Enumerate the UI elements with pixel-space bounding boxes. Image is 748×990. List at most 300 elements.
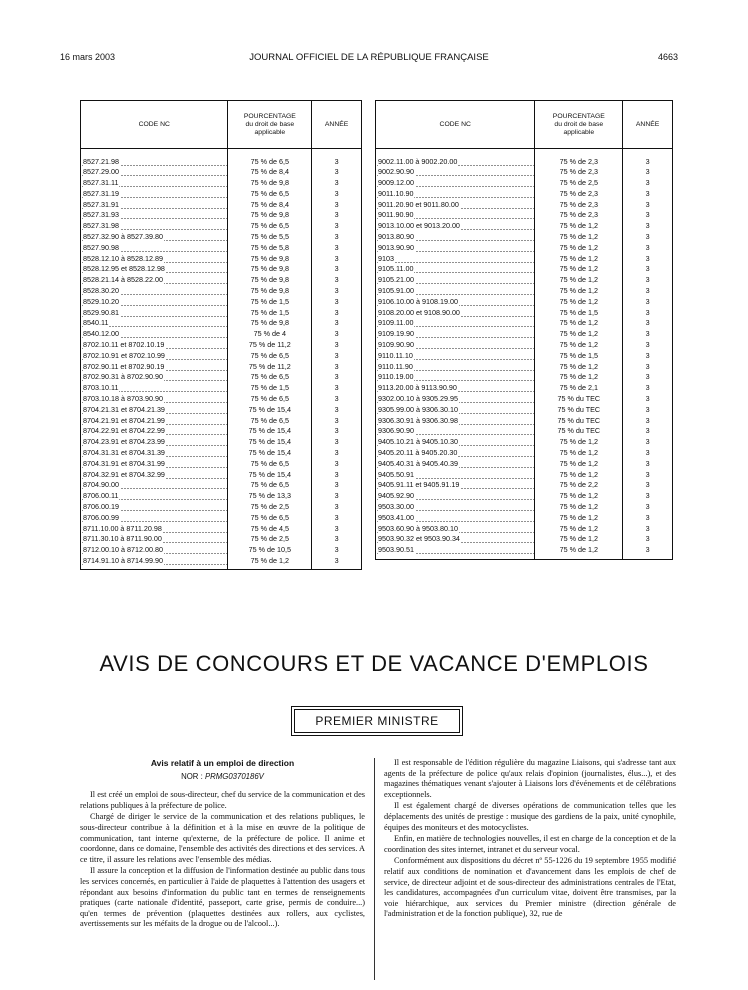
cell-year: 3 [623, 513, 673, 524]
cell-year: 3 [312, 480, 362, 491]
cell-year: 3 [312, 556, 362, 570]
cell-code [81, 210, 228, 221]
cell-year: 3 [312, 210, 362, 221]
code-value: 8712.00.10 à 8712.00.80 [83, 545, 163, 555]
cell-year: 3 [312, 318, 362, 329]
cell-code [81, 200, 228, 211]
cell-code [81, 437, 228, 448]
cell-year: 3 [623, 545, 673, 559]
code-value: 9011.10.90 [378, 188, 414, 198]
table-row [376, 448, 673, 459]
code-value: 9305.99.00 à 9306.30.10 [378, 404, 458, 414]
code-value: 8527.21.98 [83, 156, 119, 166]
table-row [376, 178, 673, 189]
cell-code [376, 545, 535, 559]
cell-percentage: 75 % de 11,2 [228, 340, 312, 351]
table-row [376, 534, 673, 545]
table-row [81, 243, 362, 254]
table-row [81, 318, 362, 329]
cell-percentage: 75 % de 1,2 [535, 221, 623, 232]
article-title: Avis relatif à un emploi de direction [150, 758, 295, 768]
code-value: 8704.21.31 et 8704.21.39 [83, 404, 165, 414]
cell-year: 3 [623, 297, 673, 308]
cell-percentage: 75 % de 1,5 [535, 351, 623, 362]
code-value: 9405.40.31 à 9405.40.39 [378, 458, 458, 468]
table-spacer-row [81, 149, 362, 157]
code-value: 8706.00.99 [83, 512, 119, 522]
cell-code [81, 157, 228, 168]
column-header-code: CODE NC [81, 101, 228, 149]
cell-percentage: 75 % de 4 [228, 329, 312, 340]
code-value: 8706.00.11 [83, 491, 119, 501]
cell-year: 3 [623, 318, 673, 329]
cell-code [81, 513, 228, 524]
cell-code [81, 362, 228, 373]
code-value: 8711.30.10 à 8711.90.00 [83, 534, 162, 544]
table-row [81, 329, 362, 340]
code-value: 8703.10.11 [83, 383, 119, 393]
header-date: 16 mars 2003 [60, 52, 116, 62]
cell-year: 3 [623, 480, 673, 491]
table-spacer-row [376, 149, 673, 157]
cell-percentage: 75 % de 1,2 [535, 491, 623, 502]
cell-percentage: 75 % de 10,5 [228, 545, 312, 556]
cell-code [81, 189, 228, 200]
cell-year: 3 [312, 351, 362, 362]
cell-year: 3 [312, 416, 362, 427]
column-divider [374, 758, 375, 980]
cell-year: 3 [623, 157, 673, 168]
cell-code [376, 383, 535, 394]
code-value: 9503.60.90 à 9503.80.10 [378, 523, 458, 533]
cell-percentage: 75 % de 9,8 [228, 318, 312, 329]
cell-percentage: 75 % du TEC [535, 416, 623, 427]
table-row [81, 254, 362, 265]
table-row [376, 221, 673, 232]
cell-year: 3 [623, 210, 673, 221]
cell-code [376, 308, 535, 319]
table-row [81, 534, 362, 545]
cell-year: 3 [312, 545, 362, 556]
table-row [81, 513, 362, 524]
code-value: 8527.32.90 à 8527.39.80 [83, 232, 163, 242]
code-value: 9109.11.00 [378, 318, 414, 328]
cell-year: 3 [312, 491, 362, 502]
cell-year: 3 [312, 502, 362, 513]
cell-percentage: 75 % de 1,2 [535, 545, 623, 559]
cell-year: 3 [623, 189, 673, 200]
cell-code [81, 286, 228, 297]
code-value: 9105.21.00 [378, 275, 414, 285]
cell-code [376, 502, 535, 513]
code-value: 8529.10.20 [83, 296, 119, 306]
code-value: 8702.90.11 et 8702.90.19 [83, 361, 165, 371]
code-value: 9105.91.00 [378, 286, 414, 296]
cell-year: 3 [312, 200, 362, 211]
cell-year: 3 [312, 448, 362, 459]
code-value: 9011.90.90 [378, 210, 414, 220]
cell-year: 3 [623, 470, 673, 481]
article-body-left [80, 790, 365, 930]
table-row [81, 178, 362, 189]
code-value: 9013.90.90 [378, 242, 414, 252]
code-value: 8527.31.93 [83, 210, 119, 220]
code-value: 9405.10.21 à 9405.10.30 [378, 437, 458, 447]
cell-percentage: 75 % de 6,5 [228, 480, 312, 491]
cell-code [376, 437, 535, 448]
column-header-code: CODE NC [376, 101, 535, 149]
table-row [81, 286, 362, 297]
cell-code [81, 448, 228, 459]
code-value: 9009.12.00 [378, 178, 414, 188]
cell-code [81, 480, 228, 491]
cell-percentage: 75 % de 1,5 [228, 308, 312, 319]
table-row [81, 189, 362, 200]
code-value: 9113.20.00 à 9113.90.90 [378, 383, 457, 393]
code-value: 9405.92.90 [378, 491, 414, 501]
cell-code [81, 405, 228, 416]
cell-percentage: 75 % de 2,2 [535, 480, 623, 491]
code-value: 8704.31.31 et 8704.31.39 [83, 448, 165, 458]
table-row [376, 470, 673, 481]
code-value: 8704.32.91 et 8704.32.99 [83, 469, 165, 479]
code-value: 8528.12.10 à 8528.12.89 [83, 253, 163, 263]
cell-percentage: 75 % du TEC [535, 405, 623, 416]
cell-year: 3 [312, 405, 362, 416]
cell-percentage: 75 % de 9,8 [228, 275, 312, 286]
cell-code [376, 275, 535, 286]
code-value: 9109.90.90 [378, 340, 414, 350]
table-row [81, 545, 362, 556]
column-header-year: ANNÉE [623, 101, 673, 149]
cell-code [81, 221, 228, 232]
code-value: 9109.19.90 [378, 329, 414, 339]
cell-code [81, 254, 228, 265]
cell-year: 3 [312, 232, 362, 243]
cell-percentage: 75 % de 1,5 [535, 308, 623, 319]
cell-code [376, 157, 535, 168]
code-value: 8529.90.81 [83, 307, 119, 317]
table-row [376, 275, 673, 286]
cell-percentage: 75 % de 9,8 [228, 178, 312, 189]
code-value: 8702.10.91 et 8702.10.99 [83, 350, 165, 360]
cell-code [376, 286, 535, 297]
code-value: 8702.90.31 à 8702.90.90 [83, 372, 163, 382]
table-row [376, 297, 673, 308]
table-row [81, 372, 362, 383]
tariff-table-left-body [81, 149, 362, 570]
cell-code [81, 275, 228, 286]
cell-year: 3 [312, 178, 362, 189]
code-value: 9110.11.90 [378, 361, 413, 371]
cell-code [81, 167, 228, 178]
cell-year: 3 [623, 200, 673, 211]
cell-year: 3 [312, 513, 362, 524]
nor-value: PRMG0370186V [204, 771, 264, 781]
cell-year: 3 [623, 383, 673, 394]
cell-code [81, 372, 228, 383]
cell-year: 3 [312, 340, 362, 351]
cell-percentage: 75 % de 13,3 [228, 491, 312, 502]
cell-percentage: 75 % de 6,5 [228, 189, 312, 200]
cell-year: 3 [623, 286, 673, 297]
code-value: 9103 [378, 253, 394, 263]
paragraph: Conformément aux dispositions du décret nº 55-1226 du 19 septembre 1955 modifié relatif aux conditions de nomination et d'avancement dans les emplois de chef de service, de directeur adjoint et de sous-directeur des administrations centrales de l'Etat, les candidatures, accompagnées d'un curriculum vitae, doivent être transmises, par la voie hiérarchique, aux services du Premier ministre (direction générale de l'administration et de la fonction publique), 32, rue de [384, 856, 676, 919]
table-row [376, 480, 673, 491]
cell-percentage: 75 % de 2,5 [228, 534, 312, 545]
cell-code [376, 232, 535, 243]
code-value: 9105.11.00 [378, 264, 414, 274]
cell-percentage: 75 % de 1,2 [535, 534, 623, 545]
cell-percentage: 75 % de 15,4 [228, 448, 312, 459]
cell-percentage: 75 % de 9,8 [228, 254, 312, 265]
table-row [81, 480, 362, 491]
article-column-left [80, 758, 365, 931]
cell-year: 3 [312, 243, 362, 254]
table-row [376, 167, 673, 178]
table-row [81, 491, 362, 502]
cell-percentage: 75 % de 1,2 [535, 232, 623, 243]
cell-year: 3 [312, 167, 362, 178]
cell-year: 3 [623, 351, 673, 362]
cell-code [376, 372, 535, 383]
cell-percentage: 75 % de 6,5 [228, 372, 312, 383]
cell-percentage: 75 % de 15,4 [228, 470, 312, 481]
table-row [376, 340, 673, 351]
table-row [81, 157, 362, 168]
cell-year: 3 [623, 416, 673, 427]
section-title: AVIS DE CONCOURS ET DE VACANCE D'EMPLOIS [99, 651, 649, 676]
cell-percentage: 75 % de 1,2 [535, 513, 623, 524]
code-value: 8527.31.11 [83, 178, 119, 188]
cell-code [81, 524, 228, 535]
cell-year: 3 [312, 189, 362, 200]
ministry-box [294, 709, 460, 733]
cell-year: 3 [312, 264, 362, 275]
cell-percentage: 75 % de 15,4 [228, 437, 312, 448]
column-header-year: ANNÉE [312, 101, 362, 149]
cell-percentage: 75 % de 1,2 [535, 362, 623, 373]
cell-percentage: 75 % de 9,8 [228, 210, 312, 221]
code-value: 9405.20.11 à 9405.20.30 [378, 448, 458, 458]
table-row [376, 491, 673, 502]
table-row [376, 329, 673, 340]
code-value: 9306.30.91 à 9306.30.98 [378, 415, 458, 425]
code-value: 8528.21.14 à 8528.22.00 [83, 275, 163, 285]
cell-code [376, 264, 535, 275]
paragraph: Enfin, en matière de technologies nouvelles, il est en charge de la conception et de la coordination des sites internet, intranet et du serveur vocal. [384, 834, 676, 854]
code-value: 8714.91.10 à 8714.99.90 [83, 555, 163, 565]
code-value: 8704.21.91 et 8704.21.99 [83, 415, 165, 425]
cell-year: 3 [623, 243, 673, 254]
code-value: 9110.19.00 [378, 372, 414, 382]
cell-percentage: 75 % de 6,5 [228, 416, 312, 427]
cell-year: 3 [312, 470, 362, 481]
header-title: JOURNAL OFFICIEL DE LA RÉPUBLIQUE FRANÇAISE [249, 52, 489, 63]
paragraph: Il est responsable de l'édition régulière du magazine Liaisons, qui s'adresse tant aux agents de la préfecture de police qu'aux relais d'opinion (journalistes, élus...), et des magazines thématiques venant s'ajouter à Liaisons lors d'événements et de célébrations exceptionnels. [384, 758, 676, 799]
cell-year: 3 [312, 329, 362, 340]
table-row [376, 502, 673, 513]
cell-percentage: 75 % de 1,2 [535, 297, 623, 308]
cell-year: 3 [312, 254, 362, 265]
cell-percentage: 75 % de 1,2 [535, 470, 623, 481]
cell-percentage: 75 % de 6,5 [228, 351, 312, 362]
table-row [81, 437, 362, 448]
cell-percentage: 75 % de 2,3 [535, 200, 623, 211]
code-value: 8527.29.00 [83, 167, 119, 177]
cell-percentage: 75 % de 8,4 [228, 167, 312, 178]
code-value: 8704.90.00 [83, 480, 119, 490]
cell-code [81, 308, 228, 319]
cell-percentage: 75 % de 6,5 [228, 221, 312, 232]
cell-code [376, 362, 535, 373]
cell-percentage: 75 % de 4,5 [228, 524, 312, 535]
table-row [81, 275, 362, 286]
cell-year: 3 [312, 372, 362, 383]
cell-code [81, 318, 228, 329]
code-value: 8528.30.20 [83, 286, 119, 296]
cell-year: 3 [623, 340, 673, 351]
table-row [81, 416, 362, 427]
table-row [376, 394, 673, 405]
cell-percentage: 75 % de 1,2 [535, 502, 623, 513]
cell-year: 3 [312, 275, 362, 286]
table-header-row [81, 101, 362, 149]
cell-year: 3 [623, 394, 673, 405]
table-row [376, 318, 673, 329]
cell-year: 3 [623, 372, 673, 383]
table-row [81, 459, 362, 470]
cell-percentage: 75 % de 2,5 [228, 502, 312, 513]
cell-percentage: 75 % de 5,5 [228, 232, 312, 243]
cell-percentage: 75 % de 1,2 [535, 459, 623, 470]
cell-code [81, 470, 228, 481]
code-value: 8706.00.19 [83, 502, 119, 511]
cell-year: 3 [623, 524, 673, 535]
cell-year: 3 [312, 383, 362, 394]
cell-percentage: 75 % de 15,4 [228, 405, 312, 416]
cell-year: 3 [312, 157, 362, 168]
cell-year: 3 [312, 524, 362, 535]
cell-year: 3 [312, 459, 362, 470]
code-value: 9302.00.10 à 9305.29.95 [378, 394, 458, 404]
table-row [81, 556, 362, 570]
cell-code [81, 426, 228, 437]
cell-percentage: 75 % de 8,4 [228, 200, 312, 211]
paragraph: Il est également chargé de diverses opérations de communication telles que les déplacements des unités de prestige : musique des gardiens de la paix, unité cynophile, équipes des moniteurs et des motocyclistes. [384, 801, 676, 832]
cell-code [81, 394, 228, 405]
table-row [81, 448, 362, 459]
cell-year: 3 [312, 394, 362, 405]
cell-percentage: 75 % de 2,1 [535, 383, 623, 394]
cell-code [376, 448, 535, 459]
cell-code [376, 480, 535, 491]
cell-year: 3 [623, 534, 673, 545]
cell-code [376, 189, 535, 200]
tariff-table-left [80, 100, 362, 570]
cell-year: 3 [623, 254, 673, 265]
cell-year: 3 [623, 448, 673, 459]
cell-year: 3 [623, 502, 673, 513]
nor-reference: NOR : PRMG0370186V [181, 771, 264, 781]
cell-percentage: 75 % de 1,2 [535, 264, 623, 275]
cell-code [376, 351, 535, 362]
cell-code [81, 340, 228, 351]
cell-percentage: 75 % de 6,5 [228, 513, 312, 524]
cell-code [376, 221, 535, 232]
cell-code [81, 243, 228, 254]
cell-percentage: 75 % de 9,8 [228, 264, 312, 275]
table-row [376, 308, 673, 319]
cell-percentage: 75 % de 1,2 [535, 524, 623, 535]
table-row [81, 264, 362, 275]
cell-percentage: 75 % de 1,2 [535, 372, 623, 383]
table-row [81, 394, 362, 405]
article-column-right [384, 758, 676, 921]
cell-percentage: 75 % de 1,5 [228, 297, 312, 308]
cell-percentage: 75 % de 2,3 [535, 157, 623, 168]
code-value: 8527.90.98 [83, 242, 119, 252]
cell-percentage: 75 % de 1,2 [535, 329, 623, 340]
cell-code [81, 351, 228, 362]
code-value: 9503.90.32 et 9503.90.34 [378, 534, 460, 544]
table-row [81, 470, 362, 481]
code-value: 9002.90.90 [378, 167, 414, 177]
cell-year: 3 [623, 459, 673, 470]
cell-year: 3 [312, 286, 362, 297]
table-row [376, 372, 673, 383]
table-row [376, 200, 673, 211]
cell-percentage: 75 % de 1,2 [535, 318, 623, 329]
table-header-row [376, 101, 673, 149]
cell-code [376, 513, 535, 524]
code-value: 8527.31.91 [83, 199, 119, 209]
table-row [81, 426, 362, 437]
table-row [81, 351, 362, 362]
code-value: 8702.10.11 et 8702.10.19 [83, 340, 165, 350]
cell-year: 3 [623, 232, 673, 243]
page-header [60, 52, 678, 66]
table-row [376, 254, 673, 265]
cell-percentage: 75 % de 1,2 [535, 340, 623, 351]
cell-code [81, 232, 228, 243]
cell-percentage: 75 % de 2,3 [535, 210, 623, 221]
table-row [376, 264, 673, 275]
cell-year: 3 [623, 221, 673, 232]
table-row [81, 362, 362, 373]
table-row [376, 383, 673, 394]
cell-code [81, 264, 228, 275]
cell-year: 3 [623, 275, 673, 286]
cell-code [376, 340, 535, 351]
code-value: 9106.10.00 à 9108.19.00 [378, 296, 458, 306]
table-row [376, 405, 673, 416]
cell-year: 3 [623, 264, 673, 275]
code-value: 9108.20.00 et 9108.90.00 [378, 307, 460, 317]
cell-percentage: 75 % de 1,2 [228, 556, 312, 570]
code-value: 8527.31.19 [83, 188, 119, 198]
code-value: 8704.23.91 et 8704.23.99 [83, 437, 165, 447]
code-value: 9503.90.51 [378, 545, 414, 555]
code-value: 8704.31.91 et 8704.31.99 [83, 458, 165, 468]
cell-percentage: 75 % de 11,2 [228, 362, 312, 373]
table-row [376, 157, 673, 168]
cell-percentage: 75 % de 1,2 [535, 286, 623, 297]
cell-code [81, 459, 228, 470]
cell-code [81, 534, 228, 545]
cell-code [81, 502, 228, 513]
cell-percentage: 75 % de 1,2 [535, 243, 623, 254]
